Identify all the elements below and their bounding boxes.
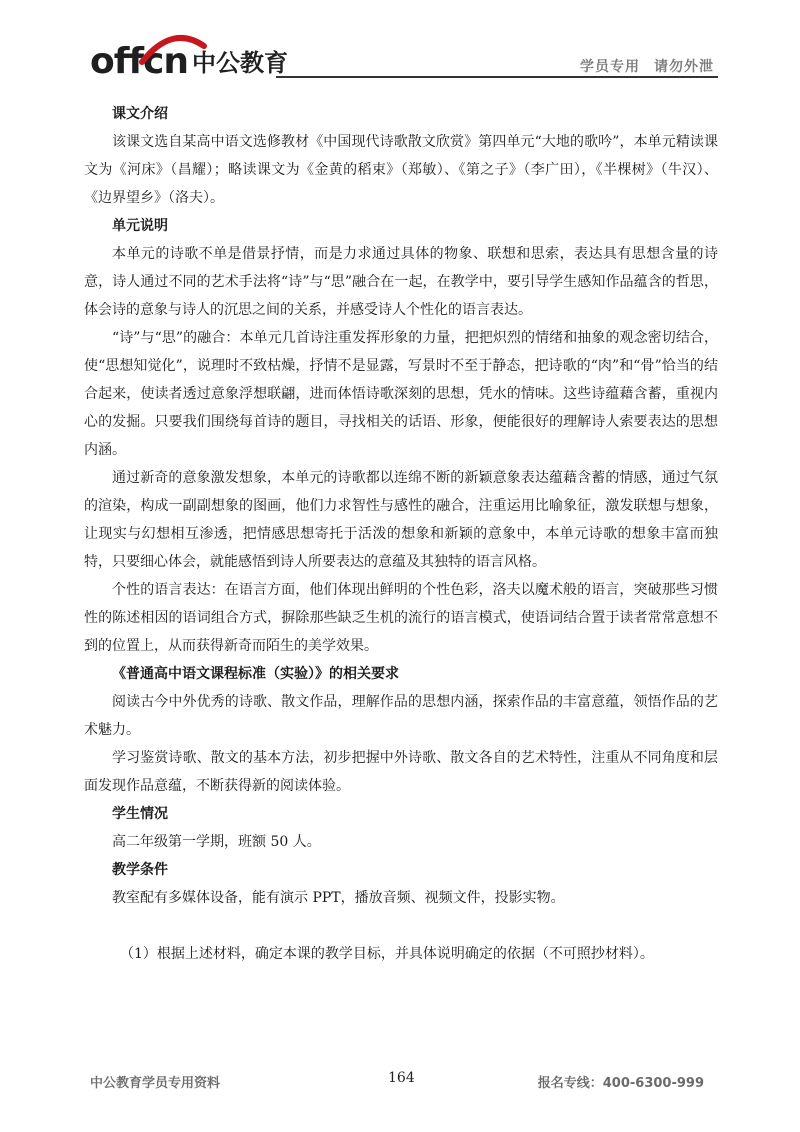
- logo-text: offcn: [90, 41, 189, 82]
- standards-paragraph-1: 阅读古今中外优秀的诗歌、散文作品，理解作品的思想内涵，探索作品的丰富意蕴，领悟作品的艺术魅力。: [84, 694, 718, 738]
- document-body: [84, 100, 718, 968]
- section-title-standards: 《普通高中语文课程标准（实验）》的相关要求: [112, 666, 399, 682]
- footer-hotline: 报名专线：400-6300-999: [537, 1076, 704, 1091]
- logo-chinese: 中公教育: [192, 49, 289, 77]
- header-tags: [580, 56, 714, 76]
- question-1: （1）根据上述材料，确定本课的教学目标，并具体说明确定的依据（不可照抄材料）。: [120, 946, 654, 962]
- section-title-students: 学生情况: [112, 806, 168, 822]
- header-divider: [276, 76, 718, 78]
- page-number: 164: [388, 1070, 415, 1086]
- tag-no-leak: 请勿外泄: [654, 59, 714, 75]
- page-footer: [0, 1064, 800, 1094]
- tag-students-only: 学员专用: [580, 59, 640, 75]
- unit-paragraph-1: 本单元的诗歌不单是借景抒情，而是力求通过具体的物象、联想和思索，表达具有思想含量的诗意，诗人通过不同的艺术手法将“诗”与“思”融合在一起，在教学中，要引导学生感知作品蕴含的哲思，体会诗的意象与诗人的沉思之间的关系，并感受诗人个性化的语言表达。: [84, 246, 718, 318]
- unit-paragraph-4: 个性的语言表达：在语言方面，他们体现出鲜明的个性色彩，洛夫以魔术般的语言，突破那些习惯性的陈述相因的语词组合方式，摒除那些缺乏生机的流行的语言模式，使语词结合置于读者常常意想不到的位置上，从而获得新奇而陌生的美学效果。: [84, 582, 718, 654]
- unit-paragraph-2: “诗”与“思”的融合：本单元几首诗注重发挥形象的力量，把把炽烈的情绪和抽象的观念密切结合，使“思想知觉化”，说理时不致枯燥，抒情不是显露，写景时不至于静态，把诗歌的“肉”和“骨”恰当的结合起来，使读者透过意象浮想联翩，进而体悟诗歌深刻的思想，凭水的情味。这些诗蕴藉含蓄，重视内心的发掘。只要我们围绕每首诗的题目，寻找相关的话语、形象，便能很好的理解诗人索要表达的思想内涵。: [84, 330, 718, 458]
- standards-paragraph-2: 学习鉴赏诗歌、散文的基本方法，初步把握中外诗歌、散文各自的艺术特性，注重从不同角度和层面发现作品意蕴，不断获得新的阅读体验。: [84, 750, 718, 794]
- page-header: [0, 0, 800, 90]
- section-title-intro: 课文介绍: [112, 106, 168, 122]
- unit-paragraph-3: 通过新奇的意象激发想象，本单元的诗歌都以连绵不断的新颖意象表达蕴藉含蓄的情感，通过气氛的渲染，构成一副副想象的图画，他们力求智性与感性的融合，注重运用比喻象征，激发联想与想象，让现实与幻想相互渗透，把情感思想寄托于活泼的想象和新颖的意象中，本单元诗歌的想象丰富而独特，只要细心体会，就能感悟到诗人所要表达的意蕴及其独特的语言风格。: [84, 470, 718, 570]
- section-title-unit: 单元说明: [112, 218, 168, 234]
- section-title-conditions: 教学条件: [112, 862, 168, 878]
- offcn-logo: [90, 41, 289, 82]
- intro-paragraph: 该课文选自某高中语文选修教材《中国现代诗歌散文欣赏》第四单元“大地的歌吟”，本单元精读课文为《河床》（昌耀）；略读课文为《金黄的稻束》（郑敏）、《第之子》（李广田），《半棵树》（牛汉）、《边界望乡》（洛夫）。: [84, 134, 718, 206]
- logo-latin-text: [90, 41, 189, 82]
- conditions-paragraph: 教室配有多媒体设备，能有演示 PPT，播放音频、视频文件，投影实物。: [112, 890, 565, 906]
- footer-label: 中公教育学员专用资料: [90, 1076, 221, 1091]
- logo-arc-icon: [136, 28, 208, 68]
- students-paragraph: 高二年级第一学期，班额 50 人。: [112, 834, 321, 850]
